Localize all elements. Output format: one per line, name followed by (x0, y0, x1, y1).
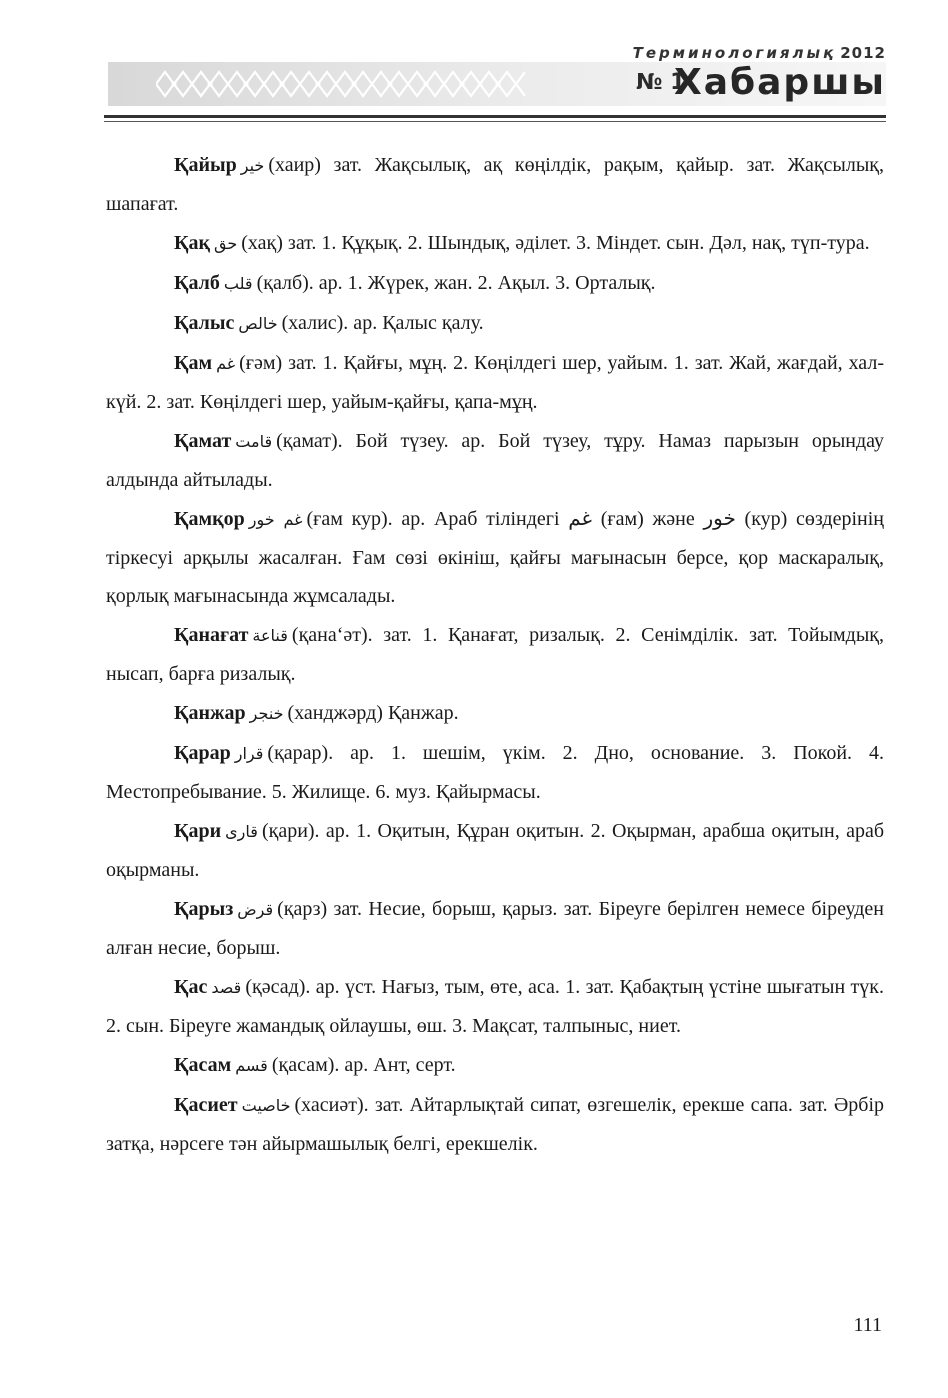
ornament-icon (156, 66, 526, 102)
arabic-word: خنجر (249, 704, 284, 723)
definition: (қарз) зат. Несие, борыш, қарыз. зат. Біреуге берілген немесе біреуден алған несие, борыш. (106, 898, 884, 959)
entry-qari (106, 812, 884, 889)
arabic-word: قلب (223, 274, 253, 293)
headword: Қарар (174, 742, 231, 764)
definition: (қана‘әт). зат. 1. Қанағат, ризалық. 2. Сенімділік. зат. Тойымдық, нысап, барға ризалық. (106, 624, 884, 685)
definition: (қасам). ар. Ант, серт. (271, 1054, 456, 1076)
entry-qaryz (106, 890, 884, 967)
headword: Қасам (174, 1054, 232, 1076)
headword: Қам (174, 352, 213, 374)
issue-number: № 1 (636, 70, 686, 95)
arabic-word: خاصيت (241, 1096, 291, 1115)
definition: (қари). ар. 1. Оқитын, Құран оқитын. 2. Оқырман, арабша оқитын, араб оқырманы. (106, 820, 884, 881)
header-rule (104, 115, 886, 118)
headword: Қарыз (174, 898, 234, 920)
definition: (хақ) зат. 1. Құқық. 2. Шындық, әділет. 3. Міндет. сын. Дәл, нақ, түп-тура. (241, 232, 870, 254)
entry-qanzhar (106, 694, 884, 733)
page-number: 111 (853, 1314, 882, 1336)
entry-qasiet (106, 1086, 884, 1163)
entry-qarar (106, 734, 884, 811)
headword: Қасиет (174, 1094, 238, 1116)
entry-qasam (106, 1046, 884, 1085)
headword: Қамқор (174, 508, 245, 530)
entry-qanagat (106, 616, 884, 693)
headword: Қалб (174, 272, 220, 294)
arabic-word: قارى (225, 822, 258, 841)
journal-name: Терминологиялық 2012 (632, 44, 886, 62)
definition: (ғам кур). ар. Араб тіліндегі غم (ғам) және خور (кур) сөздерінің тіркесуі арқылы жасалған. Ғам сөзі өкініш, қайғы мағынасын берсе, қор маскаралық, қорлық мағынасында жұмсалады. (106, 508, 885, 607)
arabic-word: قرض (237, 900, 274, 919)
arabic-word: قصد (211, 978, 242, 997)
headword: Қайыр (174, 154, 237, 176)
headword: Қақ (174, 232, 211, 254)
definition: (халис). ар. Қалыс қалу. (281, 312, 484, 334)
arabic-word: غم (216, 354, 236, 373)
arabic-word: قرار (234, 744, 264, 763)
entry-qamqor (106, 500, 884, 615)
headword: Қари (174, 820, 222, 842)
arabic-word: خالص (238, 314, 278, 333)
arabic-word: خير (240, 156, 265, 175)
page-header (0, 0, 948, 130)
definition: (хасиәт). зат. Айтарлықтай сипат, өзгешелік, ерекше сапа. зат. Әрбір затқа, нәрсеге тән айырмашылық белгі, ерекшелік. (106, 1094, 884, 1155)
definition: (қарар). ар. 1. шешім, үкім. 2. Дно, основание. 3. Покой. 4. Местопребывание. 5. Жилище. 6. муз. Қайырмасы. (106, 742, 884, 803)
arabic-word: قناعة (252, 626, 288, 645)
journal-year: 2012 (840, 44, 886, 62)
entry-qam (106, 344, 884, 421)
headword: Қас (174, 976, 208, 998)
entry-qaq (106, 224, 884, 263)
definition: (ханджәрд) Қанжар. (287, 702, 459, 724)
entry-qas (106, 968, 884, 1045)
arabic-word: غم خور (248, 510, 303, 529)
arabic-word: حق (214, 234, 238, 253)
entry-qalb (106, 264, 884, 303)
entry-qalys (106, 304, 884, 343)
entry-qamat (106, 422, 884, 499)
dictionary-entries (106, 146, 884, 1163)
arabic-word: قسم (235, 1056, 268, 1075)
headword: Қамат (174, 430, 232, 452)
bulletin-title: Хабаршы (673, 62, 886, 103)
headword: Қанжар (174, 702, 246, 724)
definition: (қәсад). ар. үст. Нағыз, тым, өте, аса. 1. зат. Қабақтың үстіне шығатын түк. 2. сын. Біреуге жамандық ойлаушы, өш. 3. Мақсат, талпыныс, ниет. (106, 976, 884, 1037)
definition: (қалб). ар. 1. Жүрек, жан. 2. Ақыл. 3. Орталық. (256, 272, 656, 294)
headword: Қалыс (174, 312, 235, 334)
arabic-word: قامت (235, 432, 273, 451)
entry-qaiyr (106, 146, 884, 223)
definition: (ғәм) зат. 1. Қайғы, мұң. 2. Көңілдегі шер, уайым. 1. зат. Жай, жағдай, хал-күй. 2. зат. Көңілдегі шер, уайым-қайғы, қапа-мұң. (106, 352, 884, 413)
definition: (қамат). Бой түзеу. ар. Бой түзеу, тұру. Намаз парызын орындау алдында айтылады. (106, 430, 884, 491)
header-rule-thin (104, 121, 886, 122)
definition: (хаир) зат. Жақсылық, ақ көңілдік, рақым, қайыр. зат. Жақсылық, шапағат. (106, 154, 884, 215)
headword: Қанағат (174, 624, 249, 646)
